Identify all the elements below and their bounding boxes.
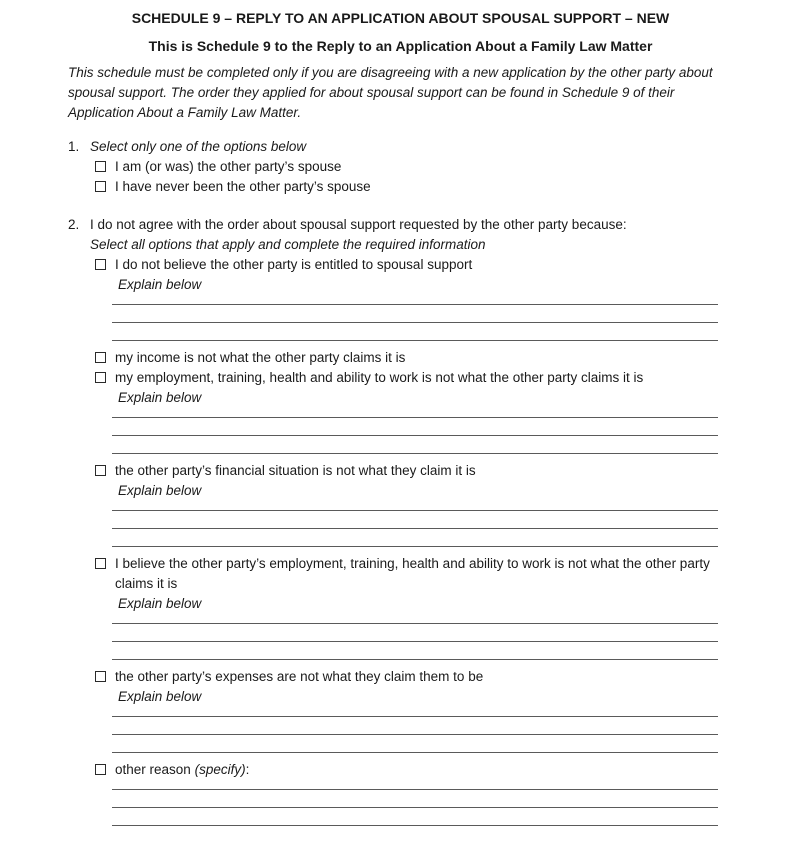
option-block-financial-situation [68,461,733,547]
question-1-prompt: Select only one of the options below [90,139,307,154]
option-row-is-spouse [95,157,733,177]
answer-line[interactable] [112,436,718,454]
checkbox-my-employment[interactable] [95,372,106,383]
other-reason-text: other reason [115,762,191,777]
option-label-is-spouse: I am (or was) the other party’s spouse [115,159,342,174]
question-1 [68,137,733,197]
option-row-my-employment [95,368,733,388]
question-2 [68,215,733,826]
answer-line[interactable] [112,529,718,547]
answer-line[interactable] [112,511,718,529]
explain-below-label: Explain below [118,390,202,405]
answer-line[interactable] [112,808,718,826]
question-2-prompt: I do not agree with the order about spousal support requested by the other party because: [90,217,627,232]
option-row-never-spouse [95,177,733,197]
explain-lines-other-party-employment [112,614,718,660]
question-2-instruction: Select all options that apply and complete the required information [90,237,486,252]
option-row-financial-situation [95,461,733,481]
explain-lines-financial-situation [112,501,718,547]
answer-line[interactable] [112,780,718,790]
form-intro: This schedule must be completed only if you are disagreeing with a new application by the other party about spousal support. The order they applied for about spousal support can be found in Schedule 9 of their Application About a Family Law Matter. [68,65,713,120]
answer-line[interactable] [112,642,718,660]
option-block-income [68,348,733,368]
checkbox-financial-situation[interactable] [95,465,106,476]
checkbox-income[interactable] [95,352,106,363]
option-block-other-party-employment [68,554,733,660]
answer-line[interactable] [112,295,718,305]
option-label-not-entitled: I do not believe the other party is entitled to spousal support [115,257,473,272]
option-block-my-employment [68,368,733,454]
answer-line[interactable] [112,717,718,735]
form-title: SCHEDULE 9 – REPLY TO AN APPLICATION ABOUT SPOUSAL SUPPORT – NEW [131,10,670,26]
option-label-other-party-employment: I believe the other party’s employment, training, health and ability to work is not what the other party claims it is [115,556,710,591]
answer-line[interactable] [112,418,718,436]
option-label-never-spouse: I have never been the other party’s spouse [115,179,371,194]
explain-below-label: Explain below [118,277,202,292]
option-block-other-reason [68,760,733,826]
answer-line[interactable] [112,735,718,753]
checkbox-expenses[interactable] [95,671,106,682]
checkbox-other-reason[interactable] [95,764,106,775]
explain-lines-not-entitled [112,295,718,341]
form-subtitle: This is Schedule 9 to the Reply to an Application About a Family Law Matter [148,38,653,54]
option-row-other-reason [95,760,733,780]
checkbox-other-party-employment[interactable] [95,558,106,569]
question-1-header [68,137,733,157]
answer-line[interactable] [112,707,718,717]
option-label-financial-situation: the other party’s financial situation is not what they claim it is [115,463,476,478]
answer-line[interactable] [112,408,718,418]
question-2-number: 2. [68,217,80,232]
question-2-header [68,215,733,235]
option-row-income [95,348,733,368]
checkbox-not-entitled[interactable] [95,259,106,270]
option-row-not-entitled [95,255,733,275]
explain-lines-expenses [112,707,718,753]
option-label-income: my income is not what the other party claims it is [115,350,406,365]
answer-line[interactable] [112,323,718,341]
option-label-other-reason [115,760,733,780]
option-label-my-employment: my employment, training, health and ability to work is not what the other party claims it is [115,370,644,385]
other-reason-colon: : [245,762,250,777]
answer-line[interactable] [112,790,718,808]
other-reason-specify-note: (specify) [194,762,246,777]
explain-lines-other-reason [112,780,718,826]
option-row-expenses [95,667,733,687]
answer-line[interactable] [112,614,718,624]
answer-line[interactable] [112,624,718,642]
question-1-number: 1. [68,139,80,154]
option-block-expenses [68,667,733,753]
option-row-other-party-employment [95,554,733,594]
explain-lines-my-employment [112,408,718,454]
explain-below-label: Explain below [118,689,202,704]
option-block-not-entitled [68,255,733,341]
checkbox-is-spouse[interactable] [95,161,106,172]
option-label-expenses: the other party’s expenses are not what they claim them to be [115,669,484,684]
answer-line[interactable] [112,305,718,323]
checkbox-never-spouse[interactable] [95,181,106,192]
answer-line[interactable] [112,501,718,511]
explain-below-label: Explain below [118,483,202,498]
explain-below-label: Explain below [118,596,202,611]
